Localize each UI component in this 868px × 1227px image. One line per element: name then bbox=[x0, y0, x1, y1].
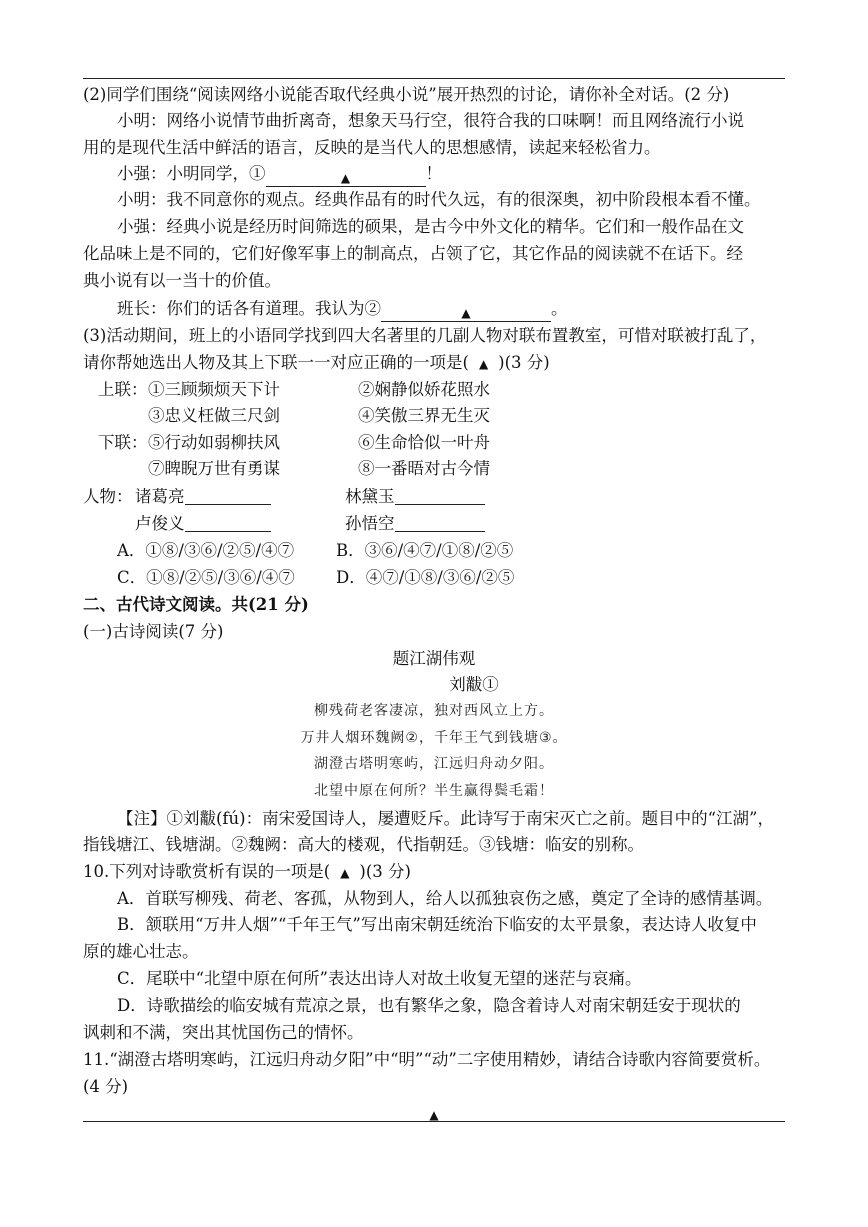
person-name: 诸葛亮 bbox=[135, 487, 185, 506]
section-heading: 二、古代诗文阅读。共(21 分) bbox=[83, 595, 309, 614]
top-rule bbox=[83, 78, 785, 79]
answer-marker: ▲ bbox=[340, 171, 351, 185]
q10-option-a[interactable]: A．首联写柳残、荷老、客孤，从物到人，给人以孤独哀伤之感，奠定了全诗的感情基调。 bbox=[117, 889, 773, 908]
couplet-1: ①三顾频烦天下计 bbox=[148, 380, 280, 399]
monitor-suffix: 。 bbox=[551, 299, 568, 318]
person-blank[interactable] bbox=[185, 513, 271, 532]
person-name: 林黛玉 bbox=[345, 487, 395, 506]
xiaoqiang-1-prefix: 小强：小明同学，① bbox=[117, 164, 266, 183]
q10-option-c[interactable]: C．尾联中“北望中原在何所”表达出诗人对故土收复无望的迷茫与哀痛。 bbox=[117, 969, 642, 988]
q10-option-d-b: 讽刺和不满，突出其忧国伤己的情怀。 bbox=[83, 1023, 364, 1042]
dialogue-xiaoqiang-1 bbox=[117, 163, 442, 187]
poem-author: 刘黻① bbox=[449, 675, 499, 694]
monitor-prefix: 班长：你们的话各有道理。我认为② bbox=[117, 299, 381, 318]
xiaoqiang-1-suffix: ！ bbox=[425, 164, 442, 183]
poem-note-b: 指钱塘江、钱塘湖。②魏阙：高大的楼观，代指朝廷。③钱塘：临安的别称。 bbox=[83, 835, 644, 854]
couplet-8: ⑧一番晤对古今情 bbox=[358, 459, 490, 478]
person-lindaiyu bbox=[345, 486, 485, 508]
person-sunwukong bbox=[345, 513, 485, 535]
person-blank[interactable] bbox=[395, 486, 485, 505]
bottom-rule bbox=[83, 1121, 785, 1122]
q11-prompt-a: 11.“湖澄古塔明寒屿，江远归舟动夕阳”中“明”“动”二字使用精妙，请结合诗歌内容简要赏析。 bbox=[83, 1050, 771, 1069]
q11-prompt-b: (4 分) bbox=[83, 1077, 129, 1096]
q10-prompt-pre: 10.下列对诗歌赏析有误的一项是( bbox=[83, 862, 331, 881]
q11-answer-area[interactable] bbox=[83, 1103, 785, 1126]
person-name: 卢俊义 bbox=[135, 514, 185, 533]
q3-prompt-b bbox=[83, 352, 550, 375]
poem-note-a: 【注】①刘黻(fú)：南宋爱国诗人，屡遭贬斥。此诗写于南宋灭亡之前。题目中的“江湖”， bbox=[117, 809, 774, 828]
q3-option-a[interactable]: A．①⑧/③⑥/②⑤/④⑦ bbox=[117, 541, 295, 560]
q3-prompt-a: (3)活动期间，班上的小语同学找到四大名著里的几副人物对联布置教室，可惜对联被打乱了， bbox=[83, 326, 767, 345]
q10-prompt bbox=[83, 861, 411, 884]
q2-prompt: (2)同学们围绕“阅读网络小说能否取代经典小说”展开热烈的讨论，请你补全对话。(2 分) bbox=[83, 85, 730, 104]
q3-option-c[interactable]: C．①⑧/②⑤/③⑥/④⑦ bbox=[117, 568, 295, 587]
q10-option-b-b: 原的雄心壮志。 bbox=[83, 942, 199, 961]
people-label: 人物： bbox=[83, 487, 133, 506]
q3-prompt-b-post: )(3 分) bbox=[498, 353, 550, 372]
poem-line-1: 柳残荷老客凄凉，独对西风立上方。 bbox=[314, 703, 554, 719]
answer-blank-2[interactable] bbox=[381, 303, 551, 322]
couplet-5: ⑤行动如弱柳扶风 bbox=[148, 433, 280, 452]
answer-marker[interactable]: ▲ bbox=[478, 357, 489, 371]
person-blank[interactable] bbox=[185, 486, 271, 505]
couplet-2: ②娴静似娇花照水 bbox=[358, 380, 490, 399]
dialogue-xiaoqiang-2c: 典小说有以一当十的价值。 bbox=[83, 271, 281, 290]
dialogue-xiaoming-1b: 用的是现代生活中鲜活的语言，反映的是当代人的思想感情，读起来轻松省力。 bbox=[83, 138, 661, 157]
answer-marker: ▲ bbox=[461, 306, 471, 320]
dialogue-xiaoming-2: 小明：我不同意你的观点。经典作品有的时代久远，有的很深奥，初中阶段根本看不懂。 bbox=[117, 190, 761, 209]
poem-line-3: 湖澄古塔明寒屿，江远归舟动夕阳。 bbox=[314, 756, 554, 772]
q10-prompt-post: )(3 分) bbox=[359, 862, 411, 881]
poem-line-4: 北望中原在何所？半生赢得鬓毛霜！ bbox=[314, 783, 554, 799]
dialogue-monitor bbox=[117, 298, 568, 322]
dialogue-xiaoming-1a: 小明：网络小说情节曲折离奇，想象天马行空，很符合我的口味啊！而且网络流行小说 bbox=[117, 111, 744, 130]
q10-option-d-a[interactable]: D．诗歌描绘的临安城有荒凉之景，也有繁华之象，隐含着诗人对南宋朝廷安于现状的 bbox=[117, 996, 741, 1015]
upper-label: 上联： bbox=[98, 380, 148, 399]
person-name: 孙悟空 bbox=[345, 514, 395, 533]
q3-option-b[interactable]: B．③⑥/④⑦/①⑧/②⑤ bbox=[336, 541, 514, 560]
lower-label: 下联： bbox=[98, 433, 148, 452]
poem-title: 题江湖伟观 bbox=[392, 649, 476, 668]
q10-option-b-a[interactable]: B．颔联用“万井人烟”“千年王气”写出南宋朝廷统治下临安的太平景象，表达诗人收复中 bbox=[117, 915, 757, 934]
couplet-3: ③忠义枉做三尺剑 bbox=[148, 406, 280, 425]
couplet-7: ⑦睥睨万世有勇谋 bbox=[148, 459, 280, 478]
person-zhugeliang bbox=[135, 486, 271, 508]
couplet-6: ⑥生命恰似一叶舟 bbox=[358, 433, 490, 452]
answer-blank-1[interactable] bbox=[266, 168, 426, 187]
dialogue-xiaoqiang-2a: 小强：经典小说是经历时间筛选的硕果，是古今中外文化的精华。它们和一般作品在文 bbox=[117, 217, 744, 236]
poem-line-2: 万井人烟环魏阙②，千年王气到钱塘③。 bbox=[300, 730, 568, 746]
q3-prompt-b-pre: 请你帮她选出人物及其上下联一一对应正确的一项是( bbox=[83, 353, 469, 372]
answer-marker: ▲ bbox=[429, 1108, 439, 1122]
q3-option-d[interactable]: D．④⑦/①⑧/③⑥/②⑤ bbox=[336, 568, 515, 587]
answer-marker[interactable]: ▲ bbox=[340, 866, 350, 880]
section-subheading: (一)古诗阅读(7 分) bbox=[83, 622, 224, 641]
couplet-4: ④笑傲三界无生灭 bbox=[358, 406, 490, 425]
dialogue-xiaoqiang-2b: 化品味上是不同的，它们好像军事上的制高点，占领了它，其它作品的阅读就不在话下。经 bbox=[83, 244, 743, 263]
person-blank[interactable] bbox=[395, 513, 485, 532]
person-lujunyi bbox=[135, 513, 271, 535]
